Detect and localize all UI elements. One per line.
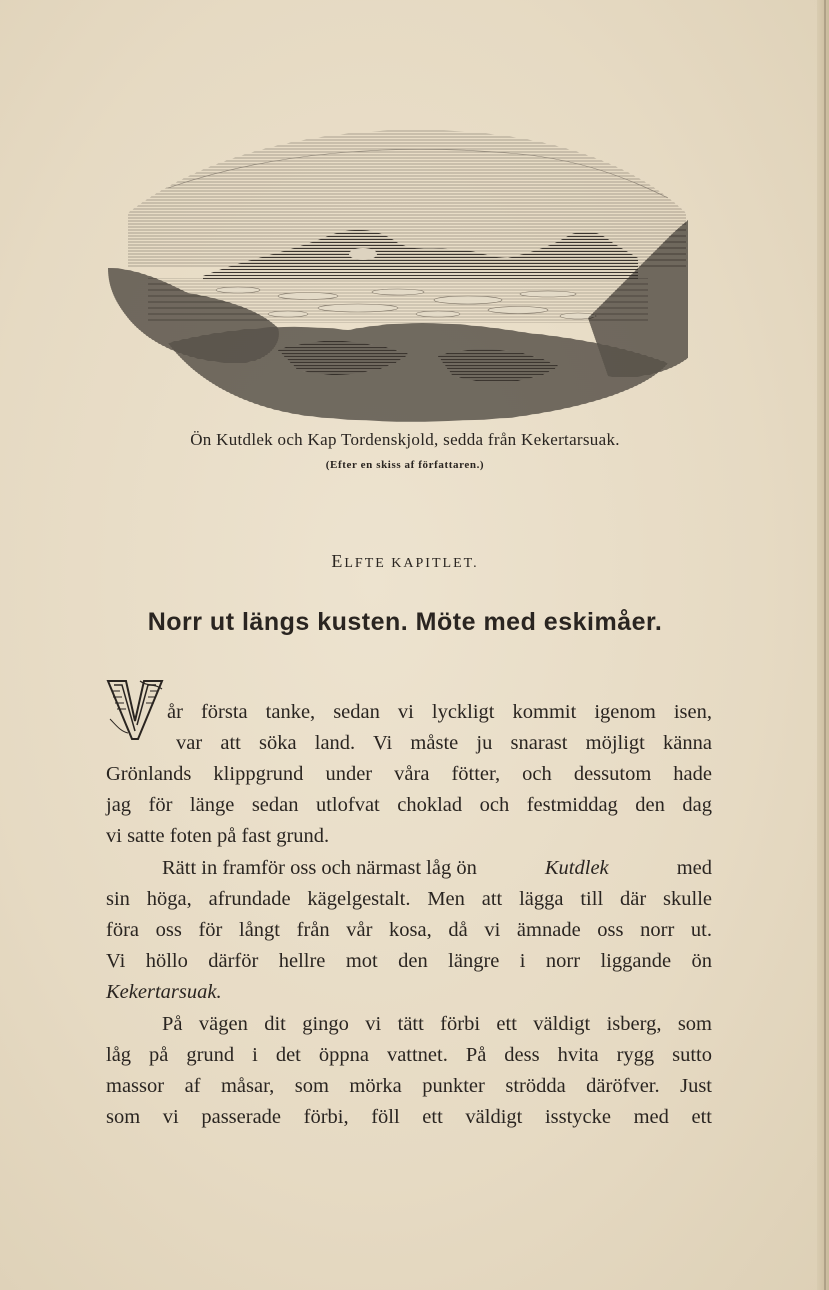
engraving-illustration: [108, 118, 693, 423]
text-line: jag för länge sedan utlofvat choklad och festmiddag den dag: [106, 794, 712, 816]
chapter-title: Norr ut längs kusten. Möte med eskimåer.: [147, 608, 663, 636]
place-name-kekertarsuak: Kekertarsuak.: [106, 981, 222, 1003]
text-line: vi satte foten på fast grund.: [106, 825, 330, 847]
text-line: år första tanke, sedan vi lyckligt kommit igenom isen,: [167, 701, 712, 723]
text-segment: med: [676, 857, 712, 879]
dropcap-v-icon: [106, 679, 164, 741]
text-line: som vi passerade förbi, föll ett väldigt isstycke med ett: [106, 1106, 712, 1128]
text-line: Vi höllo därför hellre mot den längre i norr liggande ön: [106, 950, 712, 972]
chapter-number-initial: E: [331, 551, 345, 571]
landscape-engraving: [108, 118, 693, 423]
ornamental-dropcap: [106, 679, 164, 741]
text-line: [106, 981, 222, 1004]
text-line: Grönlands klippgrund under våra fötter, och dessutom hade: [106, 763, 712, 785]
chapter-number: [100, 551, 710, 572]
page-edge: [817, 0, 829, 1290]
page-edge-line: [824, 0, 826, 1290]
chapter-number-rest: LFTE KAPITLET.: [344, 556, 479, 571]
illustration-credit: (Efter en skiss af författaren.): [325, 459, 485, 471]
text-line: var att söka land. Vi måste ju snarast möjligt känna: [176, 732, 712, 754]
text-line: [162, 857, 712, 880]
place-name-kutdlek: Kutdlek: [544, 857, 609, 879]
text-line: föra oss för långt från vår kosa, då vi ämnade oss norr ut.: [106, 919, 712, 941]
text-segment: Rätt in framför oss och närmast låg ön: [162, 857, 477, 879]
text-line: sin höga, afrundade kägelgestalt. Men att lägga till där skulle: [106, 888, 712, 910]
text-line: massor af måsar, som mörka punkter strödda däröfver. Just: [106, 1075, 712, 1097]
illustration-caption: Ön Kutdlek och Kap Tordenskjold, sedda från Kekertarsuak.: [190, 430, 620, 449]
text-line: På vägen dit gingo vi tätt förbi ett väldigt isberg, som: [162, 1013, 712, 1035]
text-line: låg på grund i det öppna vattnet. På dess hvita rygg sutto: [106, 1044, 712, 1066]
